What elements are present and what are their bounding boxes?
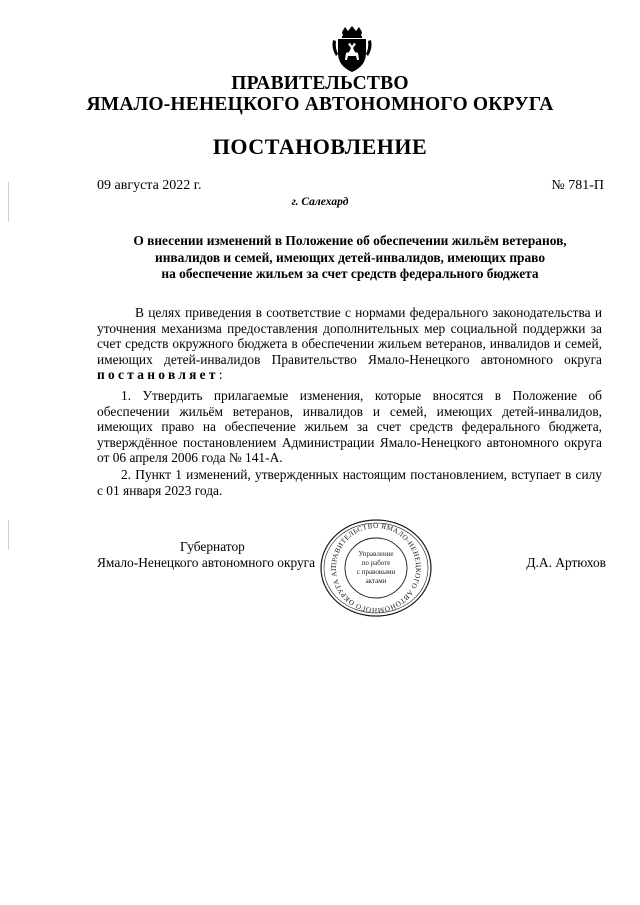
stamp-ring-text: ПРАВИТЕЛЬСТВО ЯМАЛО-НЕНЕЦКОГО АВТОНОМНОГО ОКРУГА АП: [329, 521, 423, 615]
preamble-text: В целях приведения в соответствие с нормами федерального законодательства и уточнения механизма предоставления дополнительных мер социальной поддержки за счет средств окружного бюджета в обеспечении жильем ветеранов, инвалидов и семей, имеющих детей-инвалидов Правительство Ямало-Ненецкого автономного округа: [97, 305, 602, 367]
stamp-center-line: актами: [365, 577, 387, 585]
signer-name: Д.А. Артюхов: [526, 555, 606, 570]
decree-word: постановляет: [97, 367, 219, 383]
scan-margin-mark: [8, 520, 9, 550]
document-subject: [80, 233, 620, 283]
subject-line: на обеспечение жильем за счет средств федерального бюджета: [161, 266, 539, 281]
clause-2-paragraph: 2. Пункт 1 изменений, утвержденных настоящим постановлением, вступает в силу с 01 января 2023 года.: [97, 467, 602, 498]
government-title: ПРАВИТЕЛЬСТВО: [231, 73, 409, 94]
stamp-center-line: Управление: [358, 550, 394, 558]
preamble-colon: :: [218, 367, 223, 383]
stamp-center-line: по работе: [361, 559, 391, 567]
preamble-paragraph: [97, 305, 602, 383]
document-type-heading: ПОСТАНОВЛЕНИЕ: [212, 134, 428, 159]
subject-line: инвалидов и семей, имеющих детей-инвалидов, имеющих право: [154, 249, 546, 265]
document-date: 09 августа 2022 г.: [97, 178, 202, 193]
document-number: № 781-П: [551, 178, 604, 193]
clause-1-paragraph: 1. Утвердить прилагаемые изменения, которые вносятся в Положение об обеспечении жильём ветеранов, инвалидов и семей, имеющих детей-инвалидов, имеющих право на обеспечение жильем за счет средств федерального бюджета, утверждённое постановлением Администрации Ямало-Ненецкого автономного округа от 06 апреля 2006 года № 141-А.: [97, 388, 602, 466]
official-round-stamp-icon: [318, 518, 434, 618]
signer-organization: Ямало-Ненецкого автономного округа: [97, 555, 316, 570]
subject-line: О внесении изменений в Положение об обеспечении жильём ветеранов,: [133, 233, 567, 248]
stamp-center-line: с правовыми: [356, 568, 396, 576]
document-city: г. Салехард: [291, 196, 349, 208]
yamal-coat-of-arms-icon: [330, 26, 374, 74]
government-region-title: ЯМАЛО-НЕНЕЦКОГО АВТОНОМНОГО ОКРУГА: [86, 94, 554, 115]
signer-position: Губернатор: [180, 539, 245, 554]
